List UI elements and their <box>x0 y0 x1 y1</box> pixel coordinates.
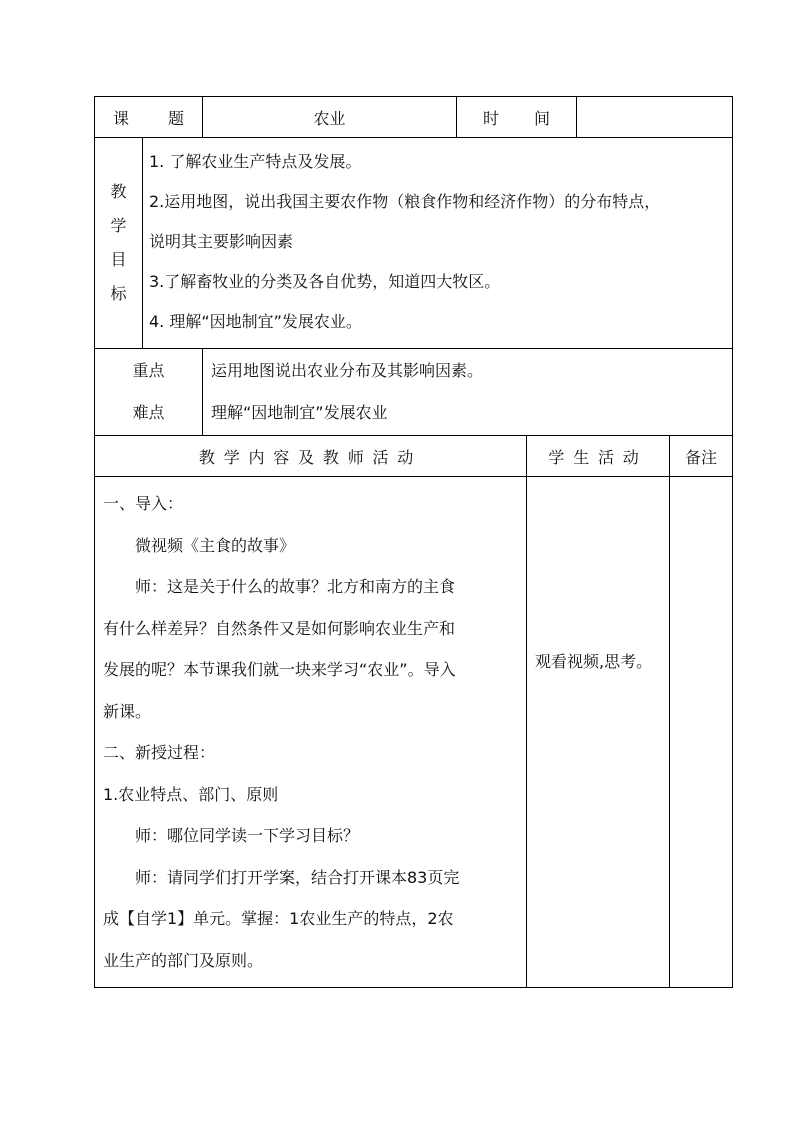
content-line: 有什么样差异？自然条件又是如何影响农业生产和 <box>103 618 456 638</box>
content-line: 业生产的部门及原则。 <box>103 950 264 970</box>
student-activity-text: 观看视频,思考。 <box>535 652 653 671</box>
title-row <box>95 97 733 138</box>
topic-label-a: 课 <box>113 108 130 128</box>
content-line: 微视频《主食的故事》 <box>135 535 296 555</box>
activities-table <box>94 435 733 988</box>
goal-item: 3.了解畜牧业的分类及各自优势，知道四大牧区。 <box>149 272 501 291</box>
key-points-label-cell <box>95 349 203 436</box>
teacher-column-header <box>95 436 527 477</box>
goals-row <box>95 138 733 349</box>
content-line: 新课。 <box>103 701 152 721</box>
key-label: 重点 <box>132 361 165 380</box>
teacher-content-cell <box>95 477 527 988</box>
goal-item: 说明其主要影响因素 <box>149 232 294 251</box>
goals-label-char: 目 <box>110 250 127 269</box>
goal-item: 1. 了解农业生产特点及发展。 <box>149 152 362 171</box>
key-points-row <box>95 349 733 436</box>
lesson-plan-document <box>94 96 732 988</box>
time-label-b: 间 <box>533 108 550 128</box>
activities-body-row <box>95 477 733 988</box>
content-line: 一、导入： <box>103 494 184 513</box>
goals-label-char: 标 <box>110 284 127 303</box>
goals-label-char: 学 <box>110 216 127 235</box>
content-line: 二、新授过程： <box>103 743 216 762</box>
content-line: 发展的呢？本节课我们就一块来学习“农业”。导入 <box>103 660 456 679</box>
difficult-label: 难点 <box>132 403 165 422</box>
notes-cell <box>670 477 733 988</box>
notes-column-header: 备注 <box>670 436 733 477</box>
time-label-cell <box>457 97 577 138</box>
content-line: 成【自学1】单元。掌握：1农业生产的特点，2农 <box>103 909 454 928</box>
topic-label-cell <box>95 97 203 138</box>
topic-label-b: 题 <box>167 108 184 128</box>
content-line: 师：哪位同学读一下学习目标？ <box>135 826 360 845</box>
goals-label-char: 教 <box>110 182 127 201</box>
content-line: 师：请同学们打开学案，结合打开课本83页完 <box>135 867 460 887</box>
goals-content-cell <box>143 138 733 349</box>
student-column-header <box>527 436 670 477</box>
content-line: 1.农业特点、部门、原则 <box>103 784 279 804</box>
key-points-content-cell <box>203 349 733 436</box>
student-column-label: 学生活动 <box>548 447 648 467</box>
key-point-text: 运用地图说出农业分布及其影响因素。 <box>211 361 484 380</box>
key-points-table <box>94 348 733 436</box>
topic-value: 农业 <box>203 97 457 138</box>
student-activity-cell <box>527 477 670 988</box>
goal-item: 4. 理解“因地制宜”发展农业。 <box>149 312 362 331</box>
title-table <box>94 96 733 138</box>
activities-header-row <box>95 436 733 477</box>
content-line: 师：这是关于什么的故事？北方和南方的主食 <box>135 577 456 596</box>
teacher-column-label: 教学内容及教师活动 <box>198 447 423 467</box>
difficult-point-text: 理解“因地制宜”发展农业 <box>211 403 388 422</box>
time-value <box>577 97 733 138</box>
goals-label-cell <box>95 138 143 349</box>
goal-item: 2.运用地图，说出我国主要农作物（粮食作物和经济作物）的分布特点， <box>149 192 661 211</box>
goals-table <box>94 137 733 349</box>
time-label-a: 时 <box>483 108 500 128</box>
